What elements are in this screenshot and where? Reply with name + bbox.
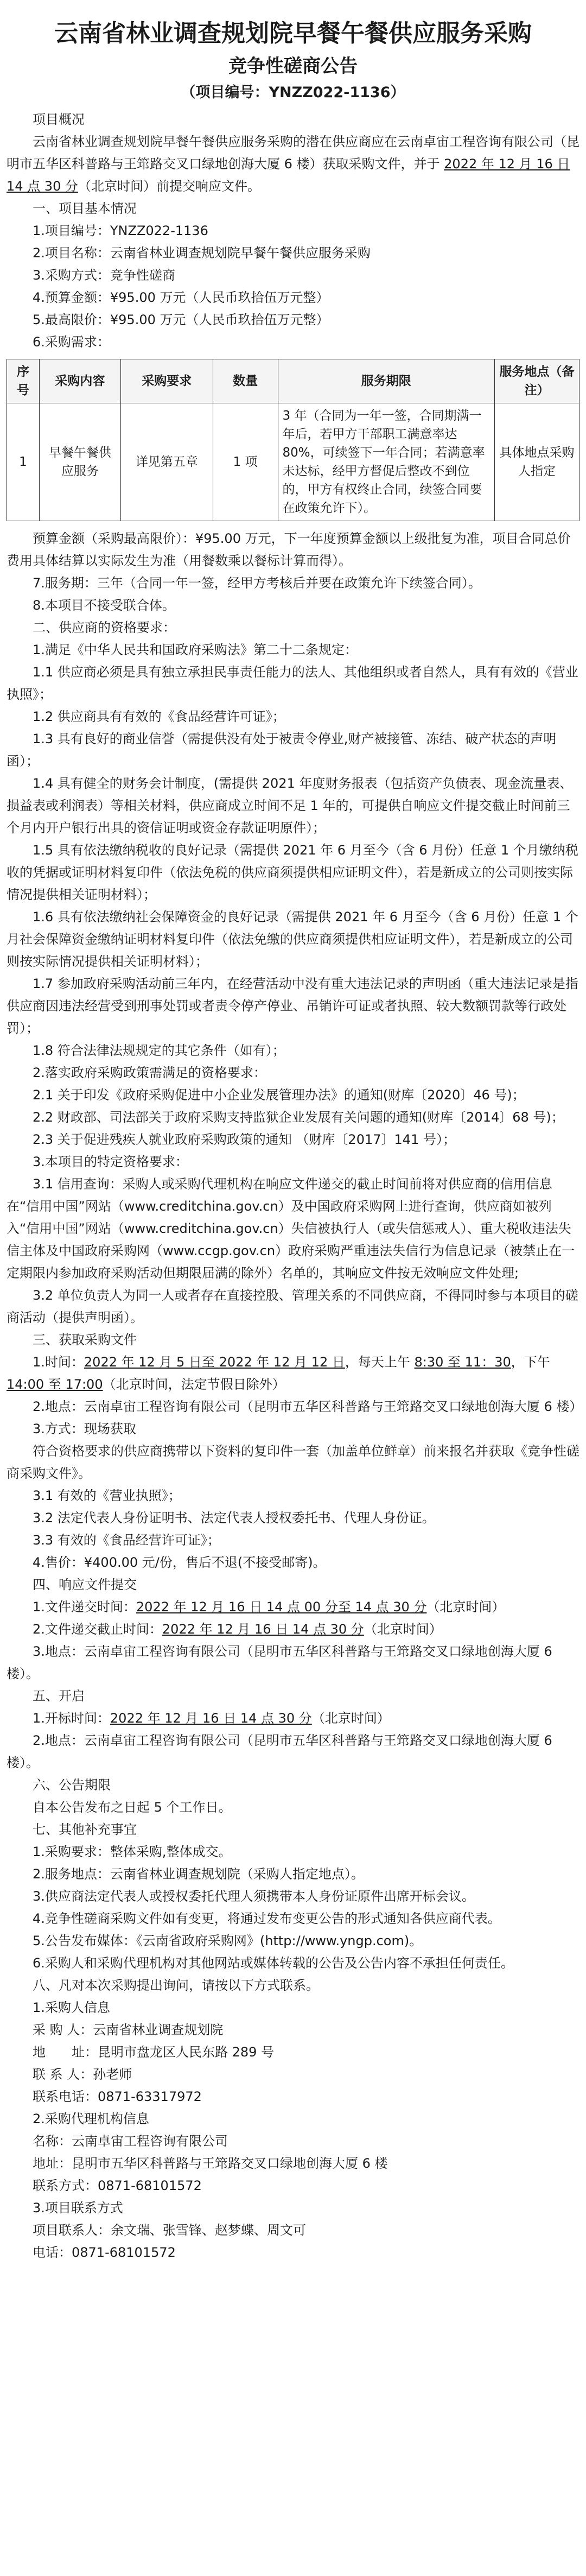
list-item: 3.2 单位负责人为同一人或者存在直接控股、管理关系的不同供应商，不得同时参与本项目的磋商活动（提供声明函）。 (7, 1288, 578, 1325)
notice-period: 自本公告发布之日起 5 个工作日。 (33, 1800, 232, 1815)
table-cell: 早餐午餐供应服务 (39, 403, 120, 521)
list-item: 5.公告发布媒体：《云南省政府采购网》(http://www.yngp.com)。 (33, 1933, 423, 1948)
list-item: 4.竞争性磋商采购文件如有变更，将通过发布变更公告的形式通知各供应商代表。 (33, 1911, 501, 1926)
purchaser-line: 联系电话：0871-63317972 (33, 2089, 202, 2104)
purchaser-line: 联 系 人：孙老师 (33, 2067, 132, 2082)
table-header-cell: 采购要求 (120, 359, 213, 403)
purchaser-line: 地 址：昆明市盘龙区人民东路 289 号 (33, 2045, 275, 2060)
list-item: 3.3 有效的《食品经营许可证》； (33, 1533, 220, 1548)
submit-deadline: 2.文件递交截止时间：2022 年 12 月 16 日 14 点 30 分（北京时间） (33, 1622, 442, 1637)
fetch-time: 1.时间：2022 年 12 月 5 日至 2022 年 12 月 12 日，每天上午 8:30 至 11：30，下午 14:00 至 17:00（北京时间，法定节假日除外） (7, 1355, 550, 1392)
list-item: 1.5 具有依法缴纳税收的良好记录（需提供 2021 年 6 月至今（含 6 月份）任意 1 个月缴纳税收的凭据或证明材料复印件（依法免税的供应商须提供相应证明文件），若是新成立的公司则按实际情况提供相关证明材料）； (7, 843, 578, 902)
list-item: 3.供应商法定代表人或授权委托代理人须携带本人身份证原件出席开标会议。 (33, 1889, 475, 1904)
list-item: 符合资格要求的供应商携带以下资料的复印件一套（加盖单位鲜章）前来报名并获取《竞争性磋商采购文件》。 (7, 1444, 579, 1481)
list-item: 1.7 参加政府采购活动前三年内，在经营活动中没有重大违法记录的声明函（重大违法记录是指供应商因违法经营受到刑事处罚或者责令停产停业、吊销许可证或者执照、较大数额罚款等行政处罚）； (7, 976, 578, 1036)
list-item: 1.2 供应商具有有效的《食品经营许可证》； (33, 709, 285, 724)
list-item: 2.落实政府采购政策需满足的资格要求： (33, 1065, 266, 1080)
list-item: 2.服务地点：云南省林业调查规划院（采购人指定地点）。 (33, 1866, 364, 1882)
list-item: 7.服务期：三年（合同一年一签，经甲方考核后并要在政策允许下续签合同）。 (33, 575, 481, 591)
table-header-cell: 采购内容 (39, 359, 120, 403)
budget-note: 预算金额（采购最高限价）：¥95.00 万元，下一年度预算金额以上级批复为准，项目合同总价费用具体结算以实际发生为准（用餐数乘以餐标计算而得）。 (7, 531, 571, 568)
page-title: 云南省林业调查规划院早餐午餐供应服务采购 (54, 20, 532, 47)
agency-line: 联系方式：0871-68101572 (33, 2178, 202, 2193)
agency-line: 地址：昆明市五华区科普路与王筇路交叉口绿地创海大厦 6 楼 (33, 2156, 388, 2171)
opening-time: 1.开标时间：2022 年 12 月 16 日 14 点 30 分（北京时间） (33, 1711, 390, 1726)
table-header-cell: 服务地点（备注） (495, 359, 579, 403)
table-cell: 详见第五章 (120, 403, 213, 521)
list-item: 3.2 法定代表人身份证明书、法定代表人授权委托书、代理人身份证。 (33, 1510, 435, 1526)
section-6-heading: 六、公告期限 (33, 1777, 111, 1793)
purchaser-title: 1.采购人信息 (33, 2000, 110, 2015)
table-header-cell: 服务期限 (278, 359, 495, 403)
list-item: 2.1 关于印发《政府采购促进中小企业发展管理办法》的通知(财库〔2020〕46 号)； (33, 1087, 525, 1103)
section-7-heading: 七、其他补充事宜 (33, 1822, 137, 1837)
contact-title: 3.项目联系方式 (33, 2200, 123, 2216)
list-item: 3.采购方式：竞争性磋商 (33, 268, 175, 283)
submit-time: 1.文件递交时间：2022 年 12 月 16 日 14 点 00 分至 14 点 30 分（北京时间） (33, 1599, 505, 1615)
list-item: 3.本项目的特定资格要求： (33, 1154, 188, 1169)
list-item: 2.项目名称：云南省林业调查规划院早餐午餐供应服务采购 (33, 245, 371, 261)
list-item: 1.项目编号：YNZZ022-1136 (33, 223, 208, 238)
opening-location: 2.地点：云南卓宙工程咨询有限公司（昆明市五华区科普路与王筇路交叉口绿地创海大厦 6 楼）。 (7, 1733, 552, 1770)
section-5-heading: 五、开启 (33, 1688, 85, 1704)
section-3-heading: 三、获取采购文件 (33, 1332, 137, 1347)
requirements-table (7, 359, 579, 521)
contact-line: 电话：0871-68101572 (33, 2245, 176, 2260)
submit-location: 3.地点：云南卓宙工程咨询有限公司（昆明市五华区科普路与王筇路交叉口绿地创海大厦 6 楼）。 (7, 1644, 552, 1681)
list-item: 3.方式：现场获取 (33, 1421, 136, 1436)
overview-text: 云南省林业调查规划院早餐午餐供应服务采购的潜在供应商应在云南卓宙工程咨询有限公司（昆明市五华区科普路与王筇路交叉口绿地创海大厦 6 楼）获取采购文件，并于 2022 年 12 月 16 日 14 点 30 分（北京时间）前提交响应文件。 (7, 134, 579, 194)
page-subtitle: 竞争性磋商公告 (228, 55, 358, 77)
list-item: 1.4 具有健全的财务会计制度，(需提供 2021 年度财务报表（包括资产负债表、现金流量表、损益表或利润表）等相关材料，供应商成立时间不足 1 年的，可提供自响应文件提交截止时间前三个月内开户银行出具的资信证明或资金存款证明原件）； (7, 776, 573, 836)
list-item: 2.3 关于促进残疾人就业政府采购政策的通知 （财库〔2017〕141 号）； (33, 1132, 456, 1147)
table-header-cell: 数量 (213, 359, 278, 403)
list-item: 1.满足《中华人民共和国政府采购法》第二十二条规定： (33, 642, 358, 657)
table-header-row (7, 359, 579, 403)
list-item: 1.8 符合法律法规规定的其它条件（如有）； (33, 1043, 285, 1058)
section-4-heading: 四、响应文件提交 (33, 1577, 137, 1592)
section-2-heading: 二、供应商的资格要求： (33, 620, 176, 635)
list-item: 1.6 具有依法缴纳社会保障资金的良好记录（需提供 2021 年 6 月至今（含 6 月份）任意 1 个月社会保障资金缴纳证明材料复印件（依法免缴的供应商须提供相应证明文件），若是新成立的公司则按实际情况提供相关证明材料）； (7, 909, 578, 969)
list-item: 2.2 财政部、司法部关于政府采购支持监狱企业发展有关问题的通知(财库〔2014〕68 号)； (33, 1110, 564, 1125)
contact-line: 项目联系人：余文瑞、张雪锋、赵梦蝶、周文可 (33, 2223, 306, 2238)
table-cell: 1 项 (213, 403, 278, 521)
section-1-heading: 一、项目基本情况 (33, 201, 137, 216)
overview-heading: 项目概况 (33, 112, 85, 127)
table-header-cell: 序号 (7, 359, 40, 403)
table-cell: 具体地点采购人指定 (495, 403, 579, 521)
list-item: 2.地点：云南卓宙工程咨询有限公司（昆明市五华区科普路与王筇路交叉口绿地创海大厦 6 楼） (33, 1399, 583, 1414)
list-item: 8.本项目不接受联合体。 (33, 598, 175, 613)
list-item: 1.3 具有良好的商业信誉（需提供没有处于被责令停业,财产被接管、冻结、破产状态的声明函）； (7, 731, 557, 769)
list-item: 1.采购要求：整体采购,整体成交。 (33, 1844, 232, 1859)
table-row (7, 403, 579, 521)
list-item: 6.采购人和采购代理机构对其他网站或媒体转载的公告及公告内容不承担任何责任。 (33, 1955, 514, 1971)
list-item: 6.采购需求： (33, 334, 110, 350)
agency-line: 名称：云南卓宙工程咨询有限公司 (33, 2134, 228, 2149)
table-cell: 1 (7, 403, 40, 521)
list-item: 3.1 有效的《营业执照》； (33, 1488, 181, 1503)
list-item: 1.1 供应商必须是具有独立承担民事责任能力的法人、其他组织或者自然人，具有有效的《营业执照》； (7, 664, 578, 702)
list-item: 5.最高限价：¥95.00 万元（人民币玖拾伍万元整） (33, 312, 329, 327)
table-cell: 3 年（合同为一年一签，合同期满一年后，若甲方干部职工满意率达 80%，可续签下一年合同；若满意率未达标，经甲方督促后整改不到位的，甲方有权终止合同，续签合同要在政策允许下）。 (278, 403, 495, 521)
purchaser-line: 采 购 人：云南省林业调查规划院 (33, 2022, 224, 2037)
agency-title: 2.采购代理机构信息 (33, 2111, 149, 2126)
list-item: 4.预算金额：¥95.00 万元（人民币玖拾伍万元整） (33, 290, 329, 305)
list-item: 4.售价：¥400.00 元/份，售后不退(不接受邮寄)。 (33, 1555, 326, 1570)
section-8-heading: 八、凡对本次采购提出询问，请按以下方式联系。 (33, 1978, 319, 1993)
overview-deadline: 2022 年 12 月 16 日 14 点 30 分 (7, 156, 570, 194)
project-code: （项目编号：YNZZ022-1136） (181, 84, 405, 101)
list-item: 3.1 信用查询：采购人或采购代理机构在响应文件递交的截止时间前将对供应商的信用信息在“信用中国”网站（www.creditchina.gov.cn）及中国政府采购网上进行查询，供应商如被列入“信用中国”网站（www.creditchina.gov.cn）失信被执行人（或失信惩戒人）、重大税收违法失信主体及中国政府采购网（www.ccgp.gov.cn）政府采购严重违法失信行为信息记录（被禁止在一定期限内参加政府采购活动但期限届满的除外）名单的，其响应文件按无效响应文件处理; (7, 1176, 575, 1281)
